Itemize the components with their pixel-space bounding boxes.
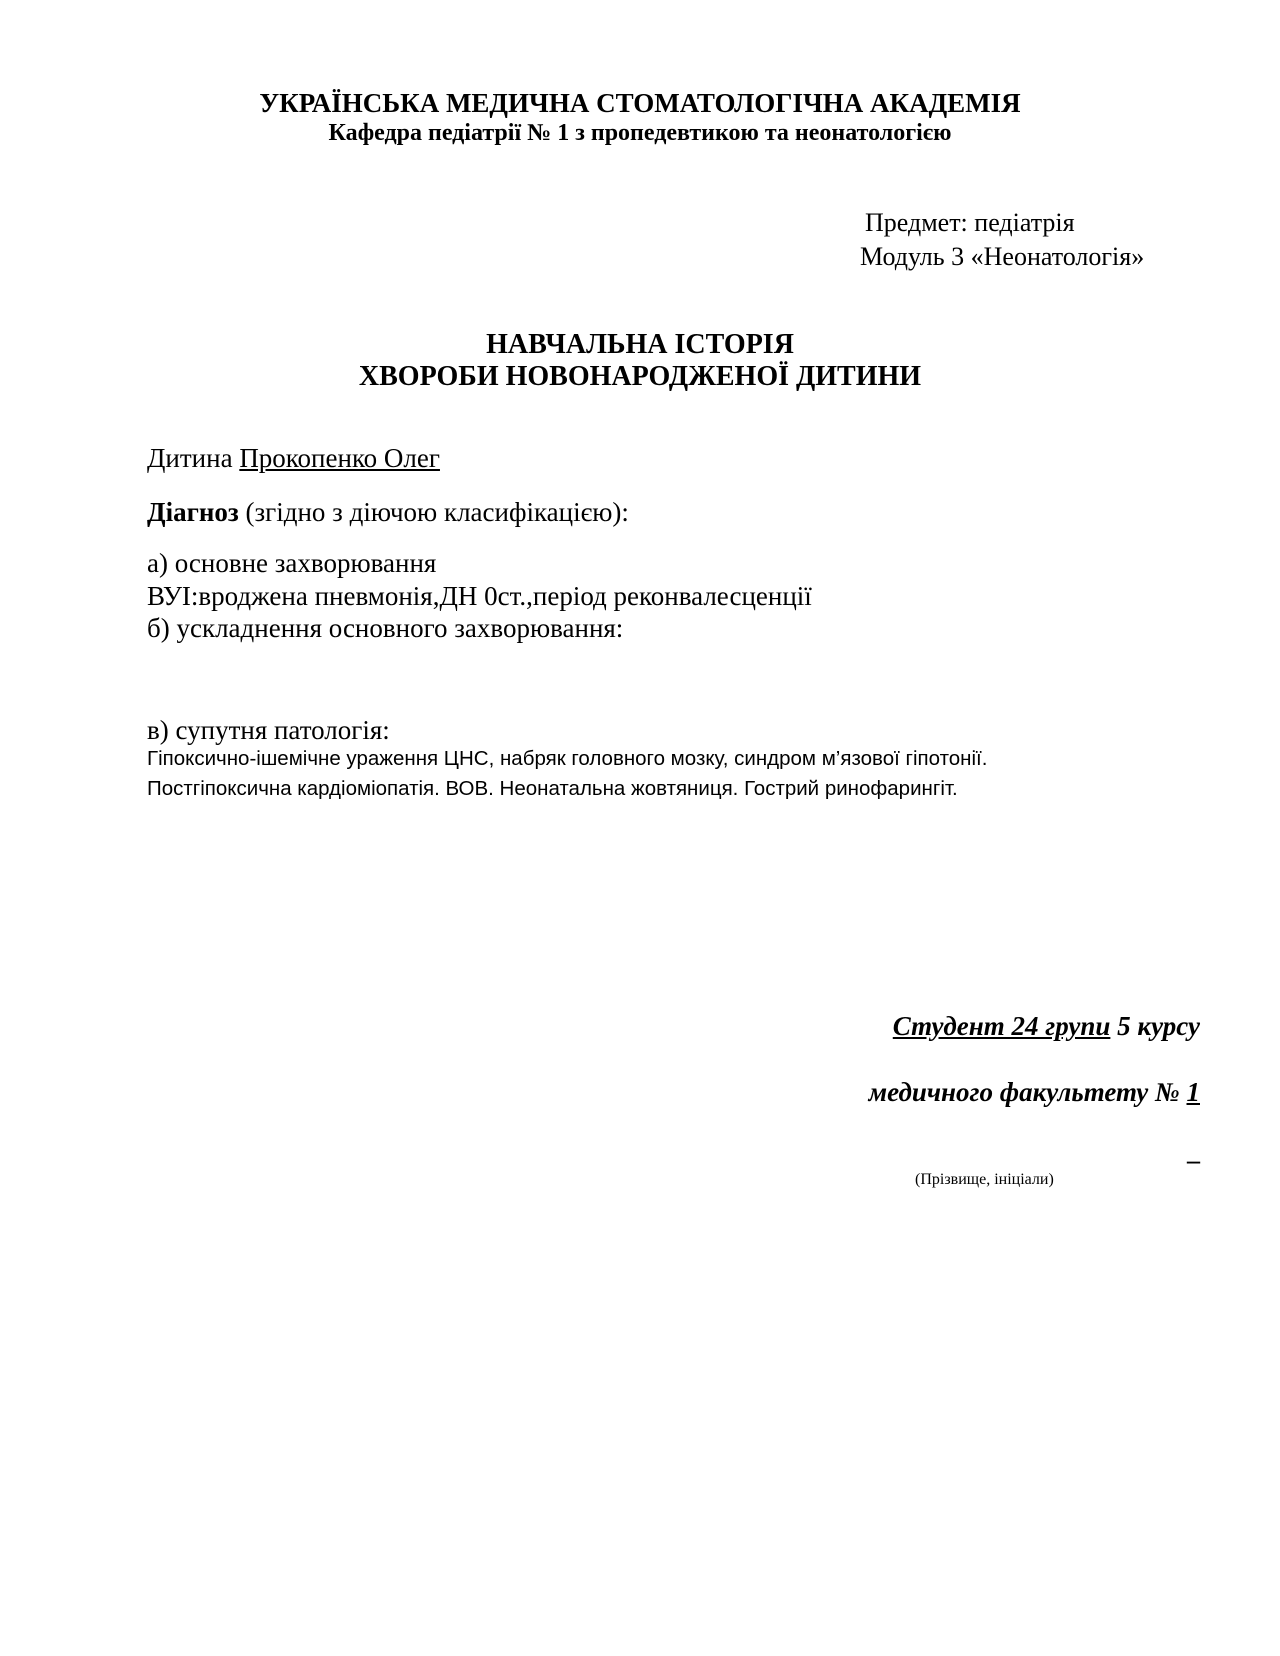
student-course: 5 курсу [1110, 1011, 1200, 1041]
patient-line [147, 443, 440, 474]
subject-line: Предмет: педіатрія [865, 208, 1075, 237]
patient-name: Прокопенко Олег [239, 443, 440, 473]
comorbid-text-line2: Постгіпоксична кардіоміопатія. ВОВ. Неонатальна жовтяниця. Гострий ринофарингіт. [147, 777, 958, 800]
module-line: Модуль 3 «Неонатологія» [860, 242, 1145, 271]
complications-label: б) ускладнення основного захворювання: [147, 613, 624, 643]
comorbid-text-line1: Гіпоксично-ішемічне ураження ЦНС, набряк головного мозку, синдром м’язової гіпотонії. [147, 747, 988, 770]
diagnosis-label: Діагноз [147, 497, 239, 527]
name-blank: _ [1187, 1137, 1200, 1166]
main-disease-value: ВУІ:вроджена пневмонія,ДН 0ст.,період реконвалесценції [147, 581, 812, 611]
department-title: Кафедра педіатрії № 1 з пропедевтикою та неонатологією [328, 120, 952, 146]
name-caption: (Прізвище, ініціали) [915, 1171, 1054, 1188]
faculty-line [869, 1077, 1200, 1108]
patient-label: Дитина [147, 443, 233, 473]
faculty-label: медичного факультету № [868, 1077, 1187, 1107]
diagnosis-heading [147, 497, 629, 528]
institution-title: УКРАЇНСЬКА МЕДИЧНА СТОМАТОЛОГІЧНА АКАДЕМІЯ [259, 88, 1021, 118]
main-disease-label: а) основне захворювання [147, 548, 437, 578]
student-group-line [893, 1011, 1200, 1042]
document-title-line2: ХВОРОБИ НОВОНАРОДЖЕНОЇ ДИТИНИ [358, 361, 922, 392]
student-group: Студент 24 групи [892, 1011, 1111, 1041]
faculty-number: 1 [1186, 1077, 1200, 1107]
comorbid-label: в) супутня патологія: [147, 715, 390, 745]
document-title-line1: НАВЧАЛЬНА ІСТОРІЯ [486, 329, 794, 360]
diagnosis-note: (згідно з діючою класифікацією): [245, 497, 629, 527]
